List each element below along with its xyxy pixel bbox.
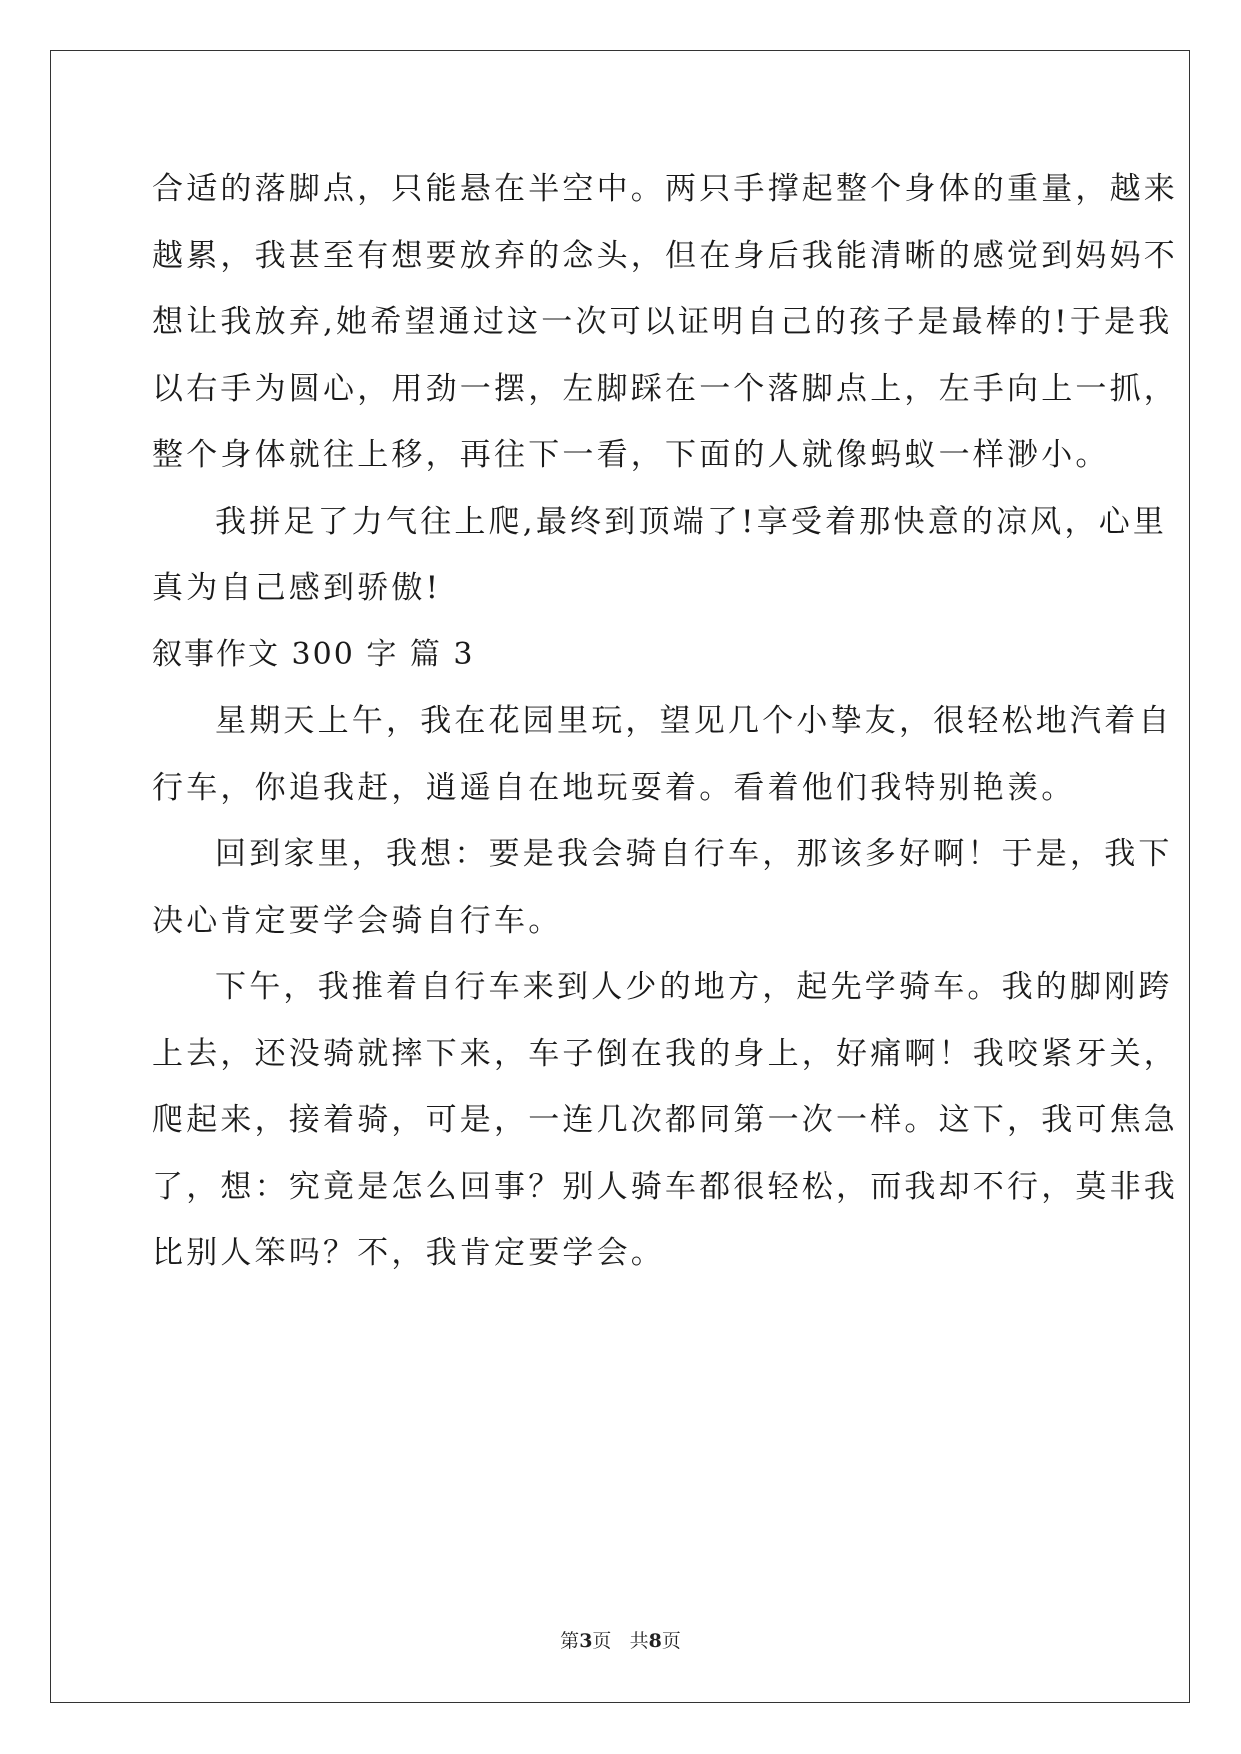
total-suffix: 页 (661, 1630, 681, 1652)
body-line: 决心肯定要学会骑自行车。 (152, 902, 563, 939)
body-line: 真为自己感到骄傲! (152, 570, 442, 606)
body-line: 想让我放弃,她希望通过这一次可以证明自己的孩子是最棒的!于是我 (152, 304, 1173, 340)
body-line: 合适的落脚点，只能悬在半空中。两只手撑起整个身体的重量，越来 (152, 171, 1178, 207)
section-heading: 叙事作文 300 字 篇 3 (152, 636, 475, 672)
page-prefix: 第 (560, 1630, 580, 1652)
paragraph-start-line: 回到家里，我想：要是我会骑自行车，那该多好啊！于是，我下 (215, 836, 1173, 872)
paragraph-start-line: 我拼足了力气往上爬,最终到顶端了!享受着那快意的凉风，心里 (215, 503, 1168, 540)
page-footer (0, 1626, 1241, 1653)
body-line: 越累，我甚至有想要放弃的念头，但在身后我能清晰的感觉到妈妈不 (152, 237, 1178, 274)
page-number: 3 (579, 1630, 593, 1652)
body-line: 比别人笨吗？不，我肯定要学会。 (152, 1235, 665, 1271)
body-line: 整个身体就往上移，再往下一看，下面的人就像蚂蚁一样渺小。 (152, 437, 1110, 473)
total-prefix: 共 (629, 1630, 649, 1652)
paragraph-start-line: 星期天上午，我在花园里玩，望见几个小挚友，很轻松地汽着自 (215, 703, 1173, 739)
body-line: 爬起来，接着骑，可是，一连几次都同第一次一样。这下，我可焦急 (152, 1102, 1178, 1138)
body-line: 了，想：究竟是怎么回事？别人骑车都很轻松，而我却不行，莫非我 (152, 1168, 1178, 1205)
document-body (152, 156, 1178, 1287)
paragraph-start-line: 下午，我推着自行车来到人少的地方，起先学骑车。我的脚刚跨 (215, 969, 1173, 1005)
page-suffix: 页 (592, 1630, 612, 1652)
body-line: 以右手为圆心，用劲一摆，左脚踩在一个落脚点上，左手向上一抓， (152, 370, 1178, 407)
total-pages: 8 (648, 1630, 662, 1652)
body-line: 上去，还没骑就摔下来，车子倒在我的身上，好痛啊！我咬紧牙关， (152, 1035, 1178, 1072)
body-line: 行车，你追我赶，逍遥自在地玩耍着。看着他们我特别艳羡。 (152, 769, 1076, 806)
